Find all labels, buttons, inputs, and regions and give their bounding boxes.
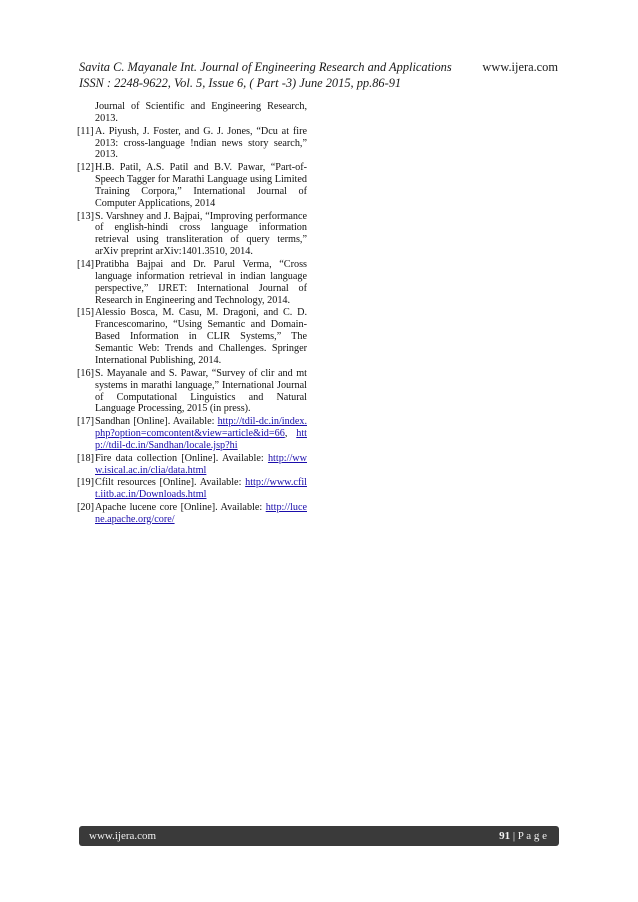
footer-site-link[interactable]: www.ijera.com <box>89 830 157 842</box>
reference-19-text: Cfilt resources [Online]. Available: <box>95 477 242 489</box>
reference-13: [13] S. Varshney and J. Bajpai, “Improving performance of english-hindi cross language information retrieval using transliteration of query terms,” arXiv preprint arXiv:1401.3510, 2014. <box>77 210 307 258</box>
reference-10-continuation: Journal of Scientific and Engineering Research, 2013. <box>95 101 307 124</box>
tdil-locale-link[interactable]: http://tdil-dc.in/Sandhan/locale.jsp?hi <box>95 428 307 451</box>
reference-12: [12] H.B. Patil, A.S. Patil and B.V. Pawar, “Part-of-Speech Tagger for Marathi Language using Limited Training Corpora,” International Journal of Computer Applications, 2014 <box>77 162 307 209</box>
journal-header <box>79 60 479 91</box>
reference-17: [17] Sandhan [Online]. Available: http://tdil-dc.in/index.php?option=comcontent&view=article&id=66, http://tdil-dc.in/Sandhan/locale.jsp?hi <box>77 416 307 451</box>
tdil-sandhan-link[interactable]: http://tdil-dc.in/index.php?option=comcontent&view=article&id=66 <box>95 416 307 440</box>
reference-14: [14] Pratibha Bajpai and Dr. Parul Verma, “Cross language information retrieval in indian language perspective,” IJRET: International Journal of Research in Engineering and Technology, 2014. <box>77 258 307 306</box>
reference-17-text: Sandhan [Online]. Available: <box>95 416 215 428</box>
reference-18-text: Fire data collection [Online]. Available: <box>95 452 264 464</box>
reference-15: [15] Alessio Bosca, M. Casu, M. Dragoni, and C. D. Francescomarino, “Using Semantic and Domain-Based Information in CLIR Systems,” The Semantic Web: Trends and Challenges. Springer International Publishing, 2014. <box>77 307 307 367</box>
page-footer <box>79 826 559 846</box>
reference-list <box>77 101 307 526</box>
reference-16: [16] S. Mayanale and S. Pawar, “Survey of clir and mt systems in marathi language,” International Journal of Computational Linguistics and Natural Language Processing, 2015 (in press). <box>77 367 307 415</box>
reference-11: [11] A. Piyush, J. Foster, and G. J. Jones, “Dcu at fire 2013: cross-language !ndian news story search,” 2013. <box>77 125 307 161</box>
fire-data-link[interactable]: http://www.isical.ac.in/clia/data.html <box>95 452 308 476</box>
lucene-core-link[interactable]: http://lucene.apache.org/core/ <box>95 501 307 525</box>
reference-20: [20] Apache lucene core [Online]. Available: http://lucene.apache.org/core/ <box>77 501 307 525</box>
reference-18: [18] Fire data collection [Online]. Available: http://www.isical.ac.in/clia/data.html <box>77 452 308 476</box>
header-site-link[interactable]: www.ijera.com <box>482 60 558 74</box>
page-number: 91 | P a g e <box>499 830 547 842</box>
issn-line: ISSN : 2248-9622, Vol. 5, Issue 6, ( Part -3) June 2015, pp.86-91 <box>79 75 402 90</box>
reference-19: [19] Cfilt resources [Online]. Available: http://www.cfilt.iitb.ac.in/Downloads.html <box>77 477 307 501</box>
reference-20-text: Apache lucene core [Online]. Available: <box>95 501 263 513</box>
cfilt-downloads-link[interactable]: http://www.cfilt.iitb.ac.in/Downloads.html <box>95 477 307 501</box>
journal-citation-line: Savita C. Mayanale Int. Journal of Engineering Research and Applications <box>79 60 452 74</box>
